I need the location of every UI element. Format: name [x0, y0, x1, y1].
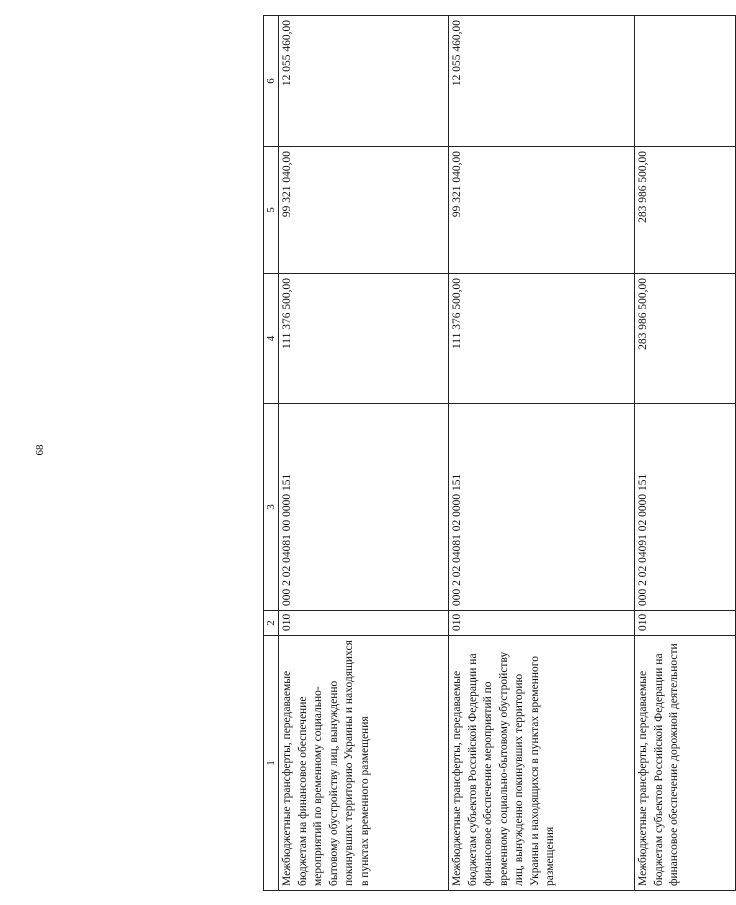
header-col-2: 2: [263, 610, 278, 635]
row-name: Межбюджетные трансферты, передаваемые бюджетам на финансовое обеспечение мероприятий по временному социально-бытовому обустройству лиц, вынужденно покинувших территорию Украины и находящихся в пунктах временного размещения: [278, 635, 448, 890]
header-col-6: 6: [263, 15, 278, 146]
header-col-4: 4: [263, 273, 278, 403]
row-code-2: 000 2 02 04091 02 0000 151: [634, 403, 735, 610]
row-name: Межбюджетные трансферты, передаваемые бюджетам субъектов Российской Федерации на финансовое обеспечение мероприятий по временному социально-бытовому обустройству лиц, вынужденно покинувших территорию Украины и находящихся в пунктах временного размещения: [448, 635, 634, 890]
header-col-5: 5: [263, 146, 278, 273]
budget-table: [263, 15, 736, 891]
table-row: [634, 15, 735, 890]
row-code-2: 000 2 02 04081 00 0000 151: [278, 403, 448, 610]
header-col-3: 3: [263, 403, 278, 610]
page-number: 68: [34, 444, 46, 456]
row-code-1: 010: [634, 610, 735, 635]
rotated-table-wrapper: [263, 16, 736, 891]
row-value-6: 12 055 460,00: [278, 15, 448, 146]
row-value-5: 99 321 040,00: [278, 146, 448, 273]
header-col-1: 1: [263, 635, 278, 890]
row-name: Межбюджетные трансферты, передаваемые бюджетам субъектов Российской Федерации на финансовое обеспечение дорожной деятельности: [634, 635, 735, 890]
table-header-row: [263, 15, 278, 890]
row-code-2: 000 2 02 04081 02 0000 151: [448, 403, 634, 610]
row-value-4: 283 986 500,00: [634, 273, 735, 403]
row-value-6: 12 055 460,00: [448, 15, 634, 146]
row-value-6: [634, 15, 735, 146]
row-value-5: 283 986 500,00: [634, 146, 735, 273]
row-value-4: 111 376 500,00: [278, 273, 448, 403]
row-value-4: 111 376 500,00: [448, 273, 634, 403]
table-row: [448, 15, 634, 890]
row-code-1: 010: [278, 610, 448, 635]
row-value-5: 99 321 040,00: [448, 146, 634, 273]
table-row: [278, 15, 448, 890]
row-code-1: 010: [448, 610, 634, 635]
